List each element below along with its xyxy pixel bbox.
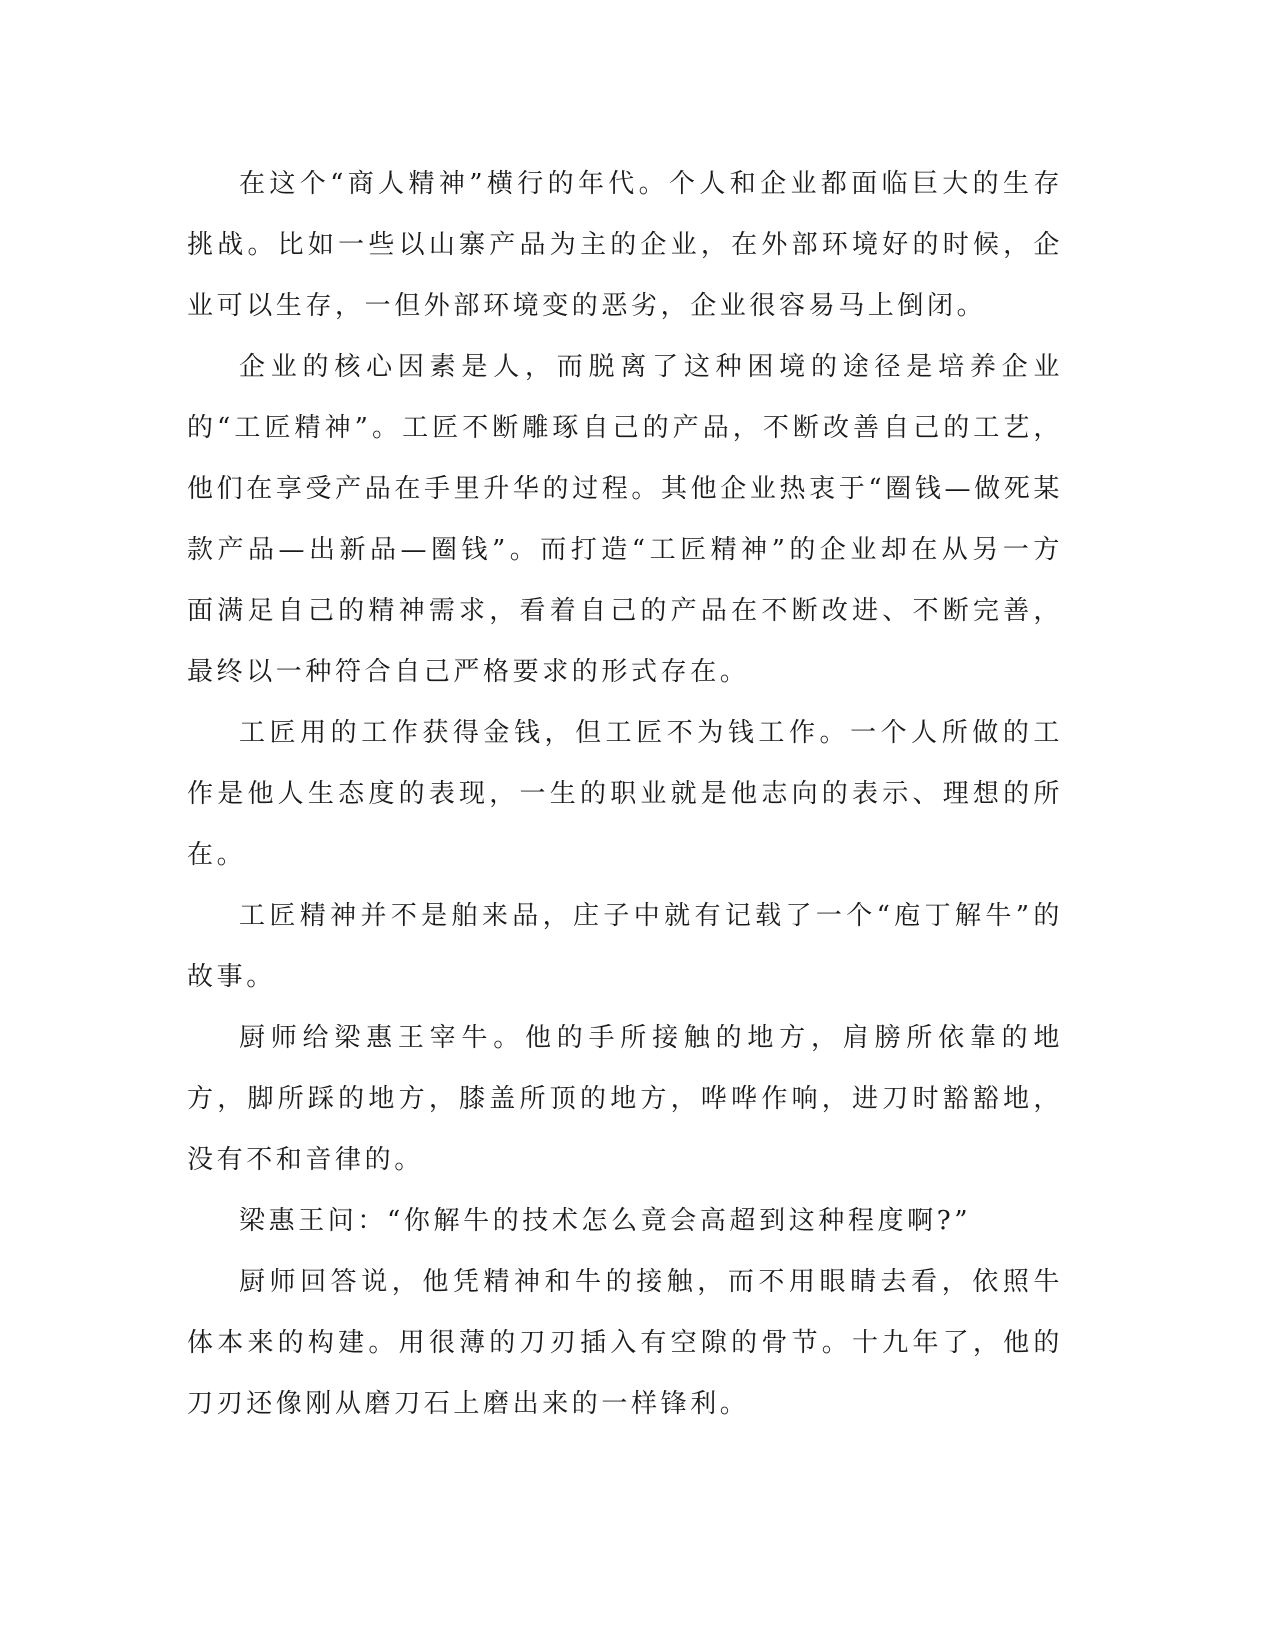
paragraph-3: 工匠用的工作获得金钱，但工匠不为钱工作。一个人所做的工作是他人生态度的表现，一生的职业就是他志向的表示、理想的所在。	[187, 718, 1063, 870]
paragraph-2: 企业的核心因素是人，而脱离了这种困境的途径是培养企业的“工匠精神”。工匠不断雕琢自己的产品，不断改善自己的工艺，他们在享受产品在手里升华的过程。其他企业热衷于“圈钱—做死某款产品—出新品—圈钱”。而打造“工匠精神”的企业却在从另一方面满足自己的精神需求，看着自己的产品在不断改进、不断完善，最终以一种符合自己严格要求的形式存在。	[187, 352, 1063, 687]
paragraph-6: 梁惠王问：“你解牛的技术怎么竟会高超到这种程度啊?”	[239, 1206, 972, 1236]
document-body	[187, 154, 1063, 1435]
paragraph-7: 厨师回答说，他凭精神和牛的接触，而不用眼睛去看，依照牛体本来的构建。用很薄的刀刃插入有空隙的骨节。十九年了，他的刀刃还像刚从磨刀石上磨出来的一样锋利。	[187, 1267, 1063, 1419]
paragraph-4: 工匠精神并不是舶来品，庄子中就有记载了一个“庖丁解牛”的故事。	[187, 901, 1063, 992]
paragraph-5: 厨师给梁惠王宰牛。他的手所接触的地方，肩膀所依靠的地方，脚所踩的地方，膝盖所顶的地方，哗哗作响，进刀时豁豁地，没有不和音律的。	[187, 1023, 1063, 1175]
paragraph-1: 在这个“商人精神”横行的年代。个人和企业都面临巨大的生存挑战。比如一些以山寨产品为主的企业，在外部环境好的时候，企业可以生存，一但外部环境变的恶劣，企业很容易马上倒闭。	[187, 169, 1063, 321]
